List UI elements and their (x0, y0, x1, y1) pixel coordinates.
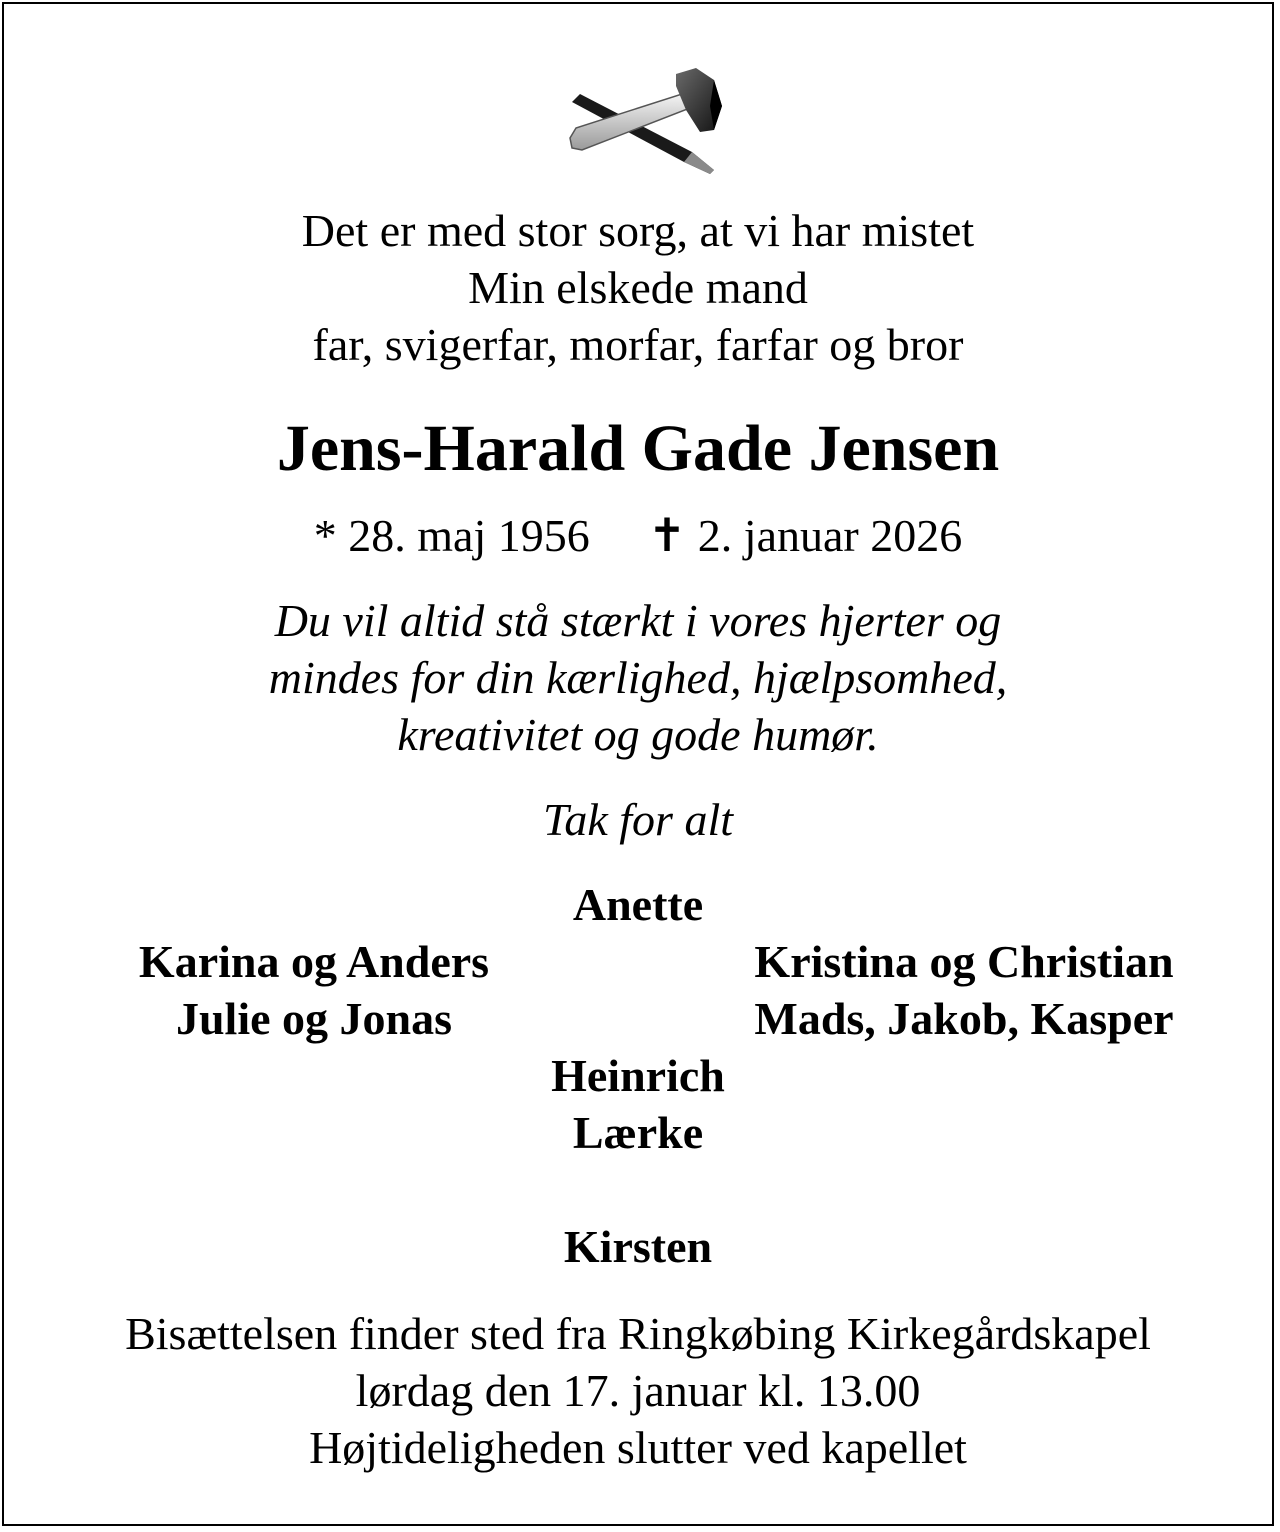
spouse-name: Anette (572, 879, 704, 930)
other-mourner-name: Kirsten (563, 1221, 713, 1272)
funeral-line: lørdag den 17. januar kl. 13.00 (355, 1365, 921, 1416)
death-date: ✝ 2. januar 2026 (647, 510, 963, 561)
verse-line: kreativitet og gode humør. (397, 709, 879, 760)
family-name: Kristina og Christian (754, 936, 1174, 987)
family-name: Karina og Anders (138, 936, 490, 987)
family-right-column (704, 933, 1224, 1047)
funeral-line: Højtideligheden slutter ved kapellet (309, 1422, 967, 1473)
intro-line: far, svigerfar, morfar, farfar og bror (312, 319, 964, 370)
deceased-name: Jens-Harald Gade Jensen (276, 412, 1000, 485)
intro-text (4, 202, 1272, 373)
obituary-notice (2, 2, 1274, 1526)
funeral-line: Bisættelsen finder sted fra Ringkøbing Kirkegårdskapel (125, 1308, 1151, 1359)
memorial-verse (4, 592, 1272, 763)
funeral-details (4, 1305, 1272, 1476)
family-name: Mads, Jakob, Kasper (754, 993, 1174, 1044)
birth-date: * 28. maj 1956 (313, 510, 590, 561)
family-left-column (104, 933, 524, 1047)
intro-line: Det er med stor sorg, at vi har mistet (301, 205, 975, 256)
verse-line: mindes for din kærlighed, hjælpsomhed, (268, 652, 1008, 703)
sibling-name: Heinrich (551, 1050, 725, 1101)
life-dates (4, 507, 1272, 564)
thanks-text: Tak for alt (542, 794, 734, 845)
intro-line: Min elskede mand (468, 262, 808, 313)
verse-line: Du vil altid stå stærkt i vores hjerter og (274, 595, 1002, 646)
family-name: Julie og Jonas (175, 993, 453, 1044)
hammer-and-chisel-icon (564, 66, 724, 176)
sibling-partner-name: Lærke (572, 1107, 704, 1158)
